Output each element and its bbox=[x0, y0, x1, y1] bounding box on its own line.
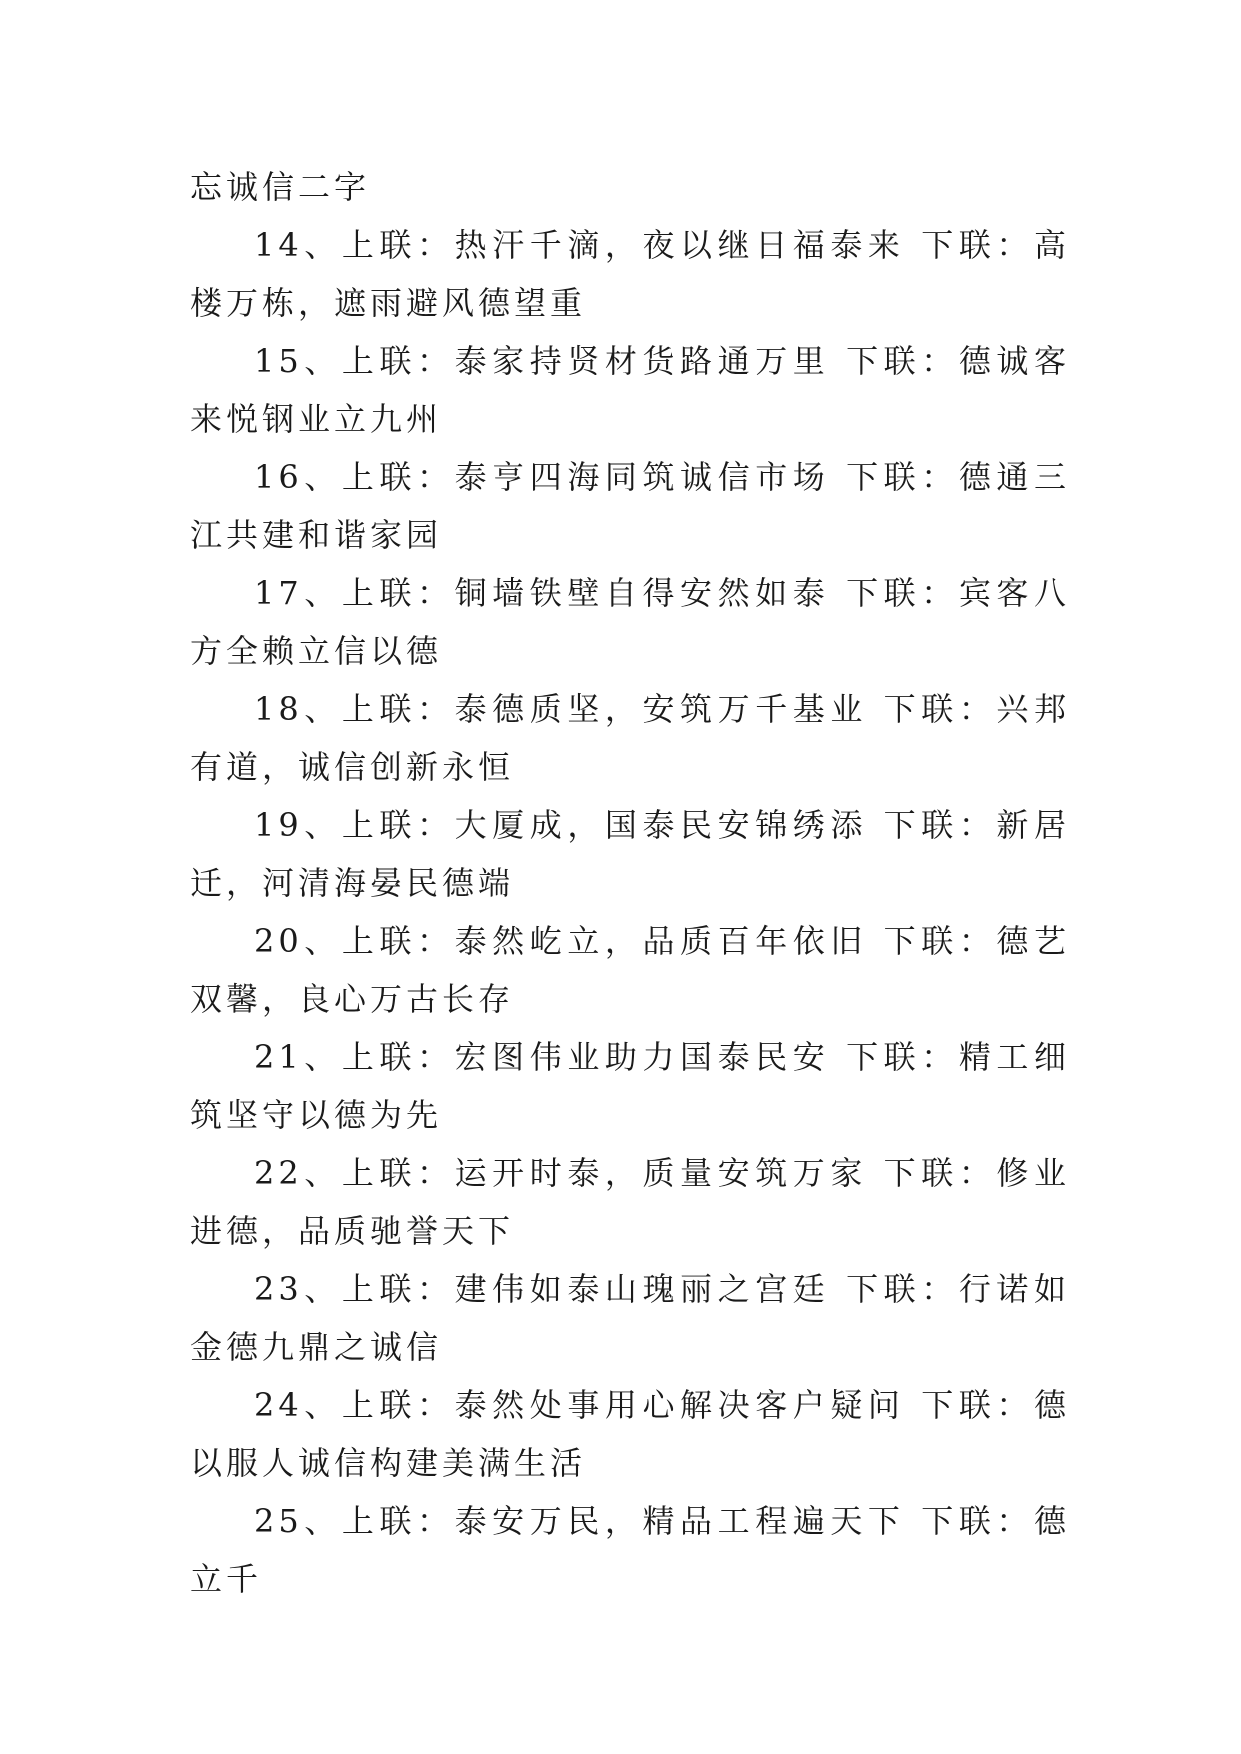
couplet-24: 24、上联：泰然处事用心解决客户疑问 下联：德以服人诚信构建美满生活 bbox=[190, 1386, 1070, 1482]
couplet-22: 22、上联：运开时泰，质量安筑万家 下联：修业进德，品质驰誉天下 bbox=[190, 1154, 1070, 1250]
couplet-14: 14、上联：热汗千滴，夜以继日福泰来 下联：高楼万栋，遮雨避风德望重 bbox=[190, 226, 1070, 322]
couplet-18: 18、上联：泰德质坚，安筑万千基业 下联：兴邦有道，诚信创新永恒 bbox=[190, 690, 1070, 786]
couplet-25: 25、上联：泰安万民，精品工程遍天下 下联：德立千 bbox=[190, 1502, 1070, 1598]
couplet-15: 15、上联：泰家持贤材货路通万里 下联：德诚客来悦钢业立九州 bbox=[190, 342, 1070, 438]
paragraph-continuation: 忘诚信二字 bbox=[190, 168, 371, 206]
couplet-21: 21、上联：宏图伟业助力国泰民安 下联：精工细筑坚守以德为先 bbox=[190, 1038, 1070, 1134]
couplet-16: 16、上联：泰亨四海同筑诚信市场 下联：德通三江共建和谐家园 bbox=[190, 458, 1070, 554]
couplet-19: 19、上联：大厦成，国泰民安锦绣添 下联：新居迁，河清海晏民德端 bbox=[190, 806, 1070, 902]
couplet-17: 17、上联：铜墙铁壁自得安然如泰 下联：宾客八方全赖立信以德 bbox=[190, 574, 1070, 670]
couplet-23: 23、上联：建伟如泰山瑰丽之宫廷 下联：行诺如金德九鼎之诚信 bbox=[190, 1270, 1070, 1366]
document-body bbox=[190, 158, 1070, 1608]
couplet-20: 20、上联：泰然屹立，品质百年依旧 下联：德艺双馨，良心万古长存 bbox=[190, 922, 1070, 1018]
